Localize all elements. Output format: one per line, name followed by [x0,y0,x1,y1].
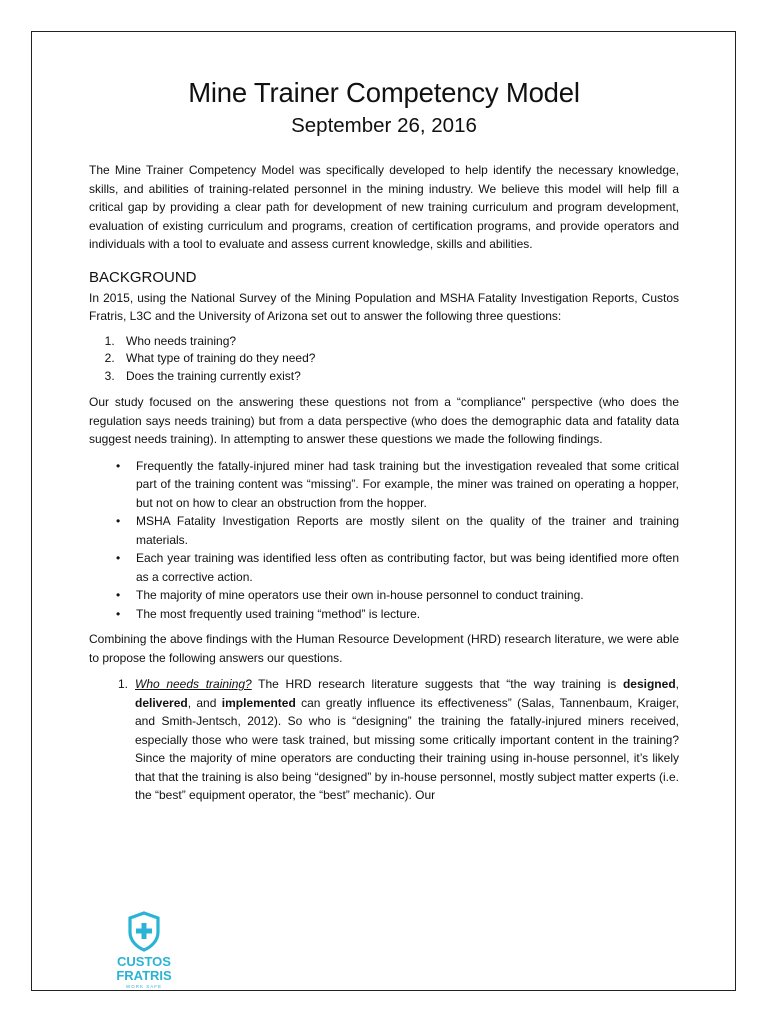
findings-list [89,457,679,624]
study-paragraph: Our study focused on the answering these questions not from a “compliance” perspective (who does the regulation says needs training) but from a data perspective (who does the demographic data and fatality data suggest needs training). In attempting to answer these questions we made the following findings. [89,395,679,446]
answer-number: 1. [118,677,129,691]
question-item: 3. Does the training currently exist? [118,368,679,386]
answer-text: , [675,677,679,691]
logo-text-line1: CUSTOS [117,954,171,969]
finding-item: • The majority of mine operators use their own in-house personnel to conduct training. [136,586,679,605]
finding-item: • MSHA Fatality Investigation Reports are mostly silent on the quality of the trainer and training materials. [136,512,679,549]
finding-item: • The most frequently used training “method” is lecture. [136,605,679,624]
answer-text: , and [187,695,222,710]
logo-text-line2: FRATRIS [116,968,172,983]
combining-paragraph: Combining the above findings with the Human Resource Development (HRD) research literature, we were able to propose the following answers our questions. [89,632,679,665]
document-page [31,31,736,991]
answer-emphasis: delivered [135,695,188,710]
questions-list [89,333,679,386]
answer-emphasis: designed [622,677,676,691]
document-body [89,76,679,805]
answer-emphasis: implemented [221,695,296,710]
finding-item: • Frequently the fatally-injured miner had task training but the investigation revealed that some critical part of the training content was “missing”. For example, the miner was trained on operating a hopper, but not on how to clear an obstruction from the hopper. [136,457,679,513]
document-date: September 26, 2016 [291,114,477,137]
document-title: Mine Trainer Competency Model [188,77,580,108]
shield-icon [114,910,174,954]
answers-list [89,675,679,805]
answer-text: can greatly influence its effectiveness” (Salas, Tannenbaum, Kraiger, and Smith-Jentsch, 2012). So who is “designing” the training the fatally-injured miners received, especially those who were task trained, but missing some critically important content in the training? Since the majority of mine operators are conducting their training using in-house personnel, it’s likely that that the training is also being “designed” by in-house personnel, mostly subject matter experts (i.e. the “best” equipment operator, the “best” mechanic). Our [135,695,679,802]
background-paragraph: In 2015, using the National Survey of the Mining Population and MSHA Fatality Investigation Reports, Custos Fratris, L3C and the University of Arizona set out to answer the following three questions: [89,290,679,323]
question-item: 2. What type of training do they need? [118,350,679,368]
question-item: 1. Who needs training? [118,333,679,351]
answer-text: The HRD research literature suggests that “the way training is [251,677,623,691]
section-heading-background: BACKGROUND [89,268,197,286]
custos-fratris-logo [114,910,174,998]
intro-paragraph: The Mine Trainer Competency Model was specifically developed to help identify the necessary knowledge, skills, and abilities of training-related personnel in the mining industry. We believe this model will help fill a critical gap by providing a clear path for development of new training curriculum and program development, evaluation of existing curriculum and programs, creation of certification programs, and provide operators and individuals with a tool to evaluate and assess current knowledge, skills and abilities. [89,163,679,251]
logo-tagline: WORK SAFE [125,984,162,989]
answer-question: Who needs training? [135,677,252,691]
answer-item [118,675,679,805]
finding-item: • Each year training was identified less often as contributing factor, but was being identified more often as a corrective action. [136,549,679,586]
